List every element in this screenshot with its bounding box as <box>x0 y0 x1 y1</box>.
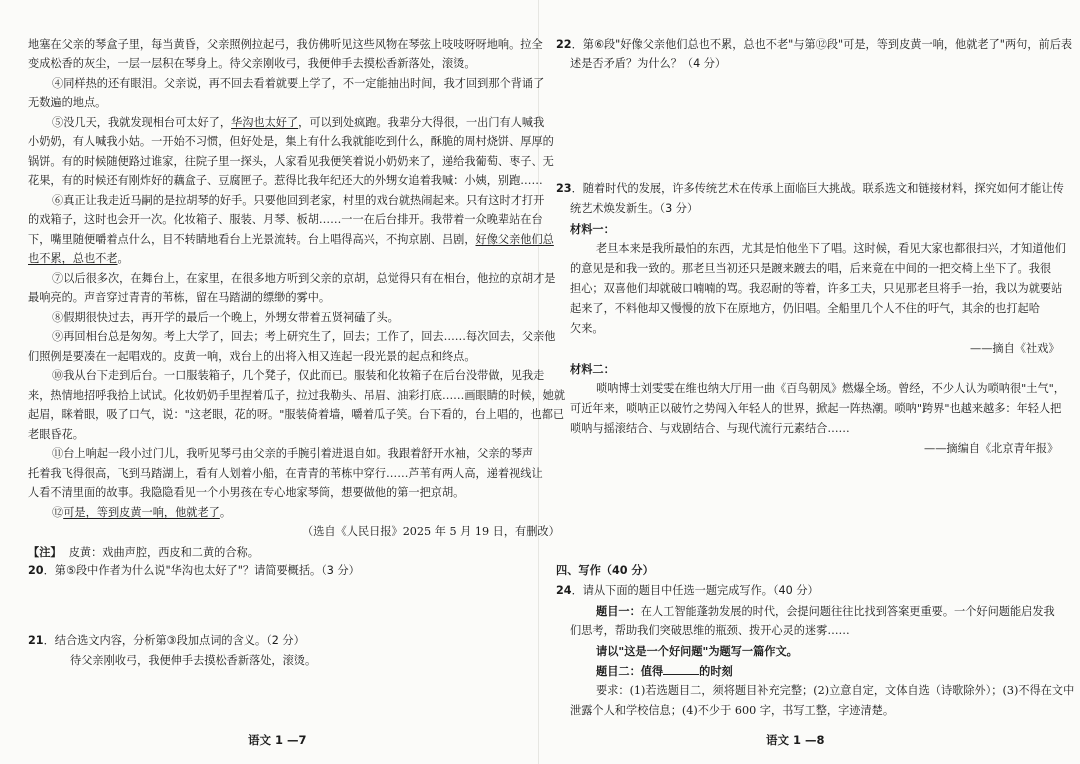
text-line: ⑥真正让我走近马嗣的是拉胡琴的好手。只要他回到老家，村里的戏台就热闹起来。只有这时才打开 <box>52 194 545 207</box>
question-24: 24．请从下面的题目中任选一题完成写作。（40 分） <box>556 584 819 597</box>
requirements-line: 要求：(1)若选题目二，须将题目补充完整；(2)立意自定，文体自选（诗歌除外）；(3)不得在文中 <box>596 684 1075 697</box>
text-line: ⑫可是，等到皮黄一响，他就老了。 <box>52 506 232 519</box>
source-citation: ——摘编自《北京青年报》 <box>924 442 1059 455</box>
text-line: 也不累，总也不老。 <box>28 252 129 265</box>
page-number: 语文 1 —8 <box>766 733 825 747</box>
underlined-phrase: 也不累，总也不老 <box>28 252 118 265</box>
text-line: 唢呐与摇滚结合、与戏剧结合、与现代流行元素结合…… <box>570 422 850 435</box>
text-line: 花果，有的时候还有刚炸好的藕盒子、豆腐匣子。惹得比我年纪还大的外甥女追着我喊：小姨，别跑…… <box>28 174 543 187</box>
text-line: 老眼昏花。 <box>28 428 84 441</box>
right-page <box>540 0 1080 764</box>
section-heading: 四、写作（40 分） <box>556 564 654 577</box>
text-line: ⑨再回相台总是匆匆。考上大学了，回去；考上研究生了，回去；工作了，回去……每次回去，父亲他 <box>52 330 556 343</box>
text-line: ⑤没几天，我就发现相台可太好了，华沟也太好了，可以到处疯跑。我辈分大得很，一出门有人喊我 <box>52 116 545 129</box>
text-line: 老旦本来是我所最怕的东西，尤其是怕他坐下了唱。这时候，看见大家也都很扫兴，才知道他们 <box>596 242 1066 255</box>
text-line: 们照例是要凑在一起唱戏的。皮黄一响，戏台上的出将入相又连起一段光景的起点和终点。 <box>28 350 476 363</box>
text-line: 地塞在父亲的琴盒子里，每当黄昏，父亲照例拉起弓，我仿佛听见这些风物在琴弦上吱吱呀呀地响。拉全 <box>28 38 543 51</box>
underlined-phrase: 好像父亲他们总 <box>475 233 554 246</box>
text-line: 变成松香的灰尘，一层一层积在琴身上。待父亲刚收弓，我便伸手去摸松香新落处，滚烫。 <box>28 57 476 70</box>
text-line: 欠来。 <box>570 322 604 335</box>
question-20: 20．第⑤段中作者为什么说"华沟也太好了"？请简要概括。（3 分） <box>28 564 360 577</box>
material-label: 材料一： <box>570 222 615 236</box>
text-line: 们思考，帮助我们突破思维的瓶颈、拨开心灵的迷雾…… <box>570 624 850 637</box>
underlined-phrase: 华沟也太好了 <box>231 116 299 129</box>
text-line: 唢呐博士刘雯雯在维也纳大厅用一曲《百鸟朝凤》燃爆全场。曾经，不少人认为唢呐很"土气"， <box>596 382 1065 395</box>
text-line: 小奶奶，有人喊我小姑。一开始不习惯，但好处是，集上有什么我就能吃到什么，酥脆的周村烧饼、厚厚的 <box>28 135 554 148</box>
requirements-line: 泄露个人和学校信息；(4)不少于 600 字，书写工整，字迹清楚。 <box>570 704 895 717</box>
text-line: 托着我飞得很高，飞到马踏湖上，看有人划着小船，在青青的苇栋中穿行……芦苇有两人高，递着视线让 <box>28 467 543 480</box>
text-line: 起来了，不料他却又慢慢的放下在原地方，仍旧唱。全船里几个人不住的吁气，其余的也打起哈 <box>570 302 1040 315</box>
quoted-sentence: 待父亲刚收弓，我便伸手去摸松香新落处，滚烫。 <box>70 654 317 667</box>
underlined-phrase: 可是，等到皮黄一响，他就老了 <box>63 506 220 519</box>
text-line: ⑦以后很多次，在舞台上，在家里，在很多地方听到父亲的京胡，总觉得只有在相台，他拉的京胡才是 <box>52 272 556 285</box>
fill-in-blank <box>663 664 699 675</box>
text-line: 锅饼。有的时候随便路过谁家，往院子里一探头，人家看见我便笑着说小奶奶来了，递给我葡萄、枣子、无 <box>28 155 554 168</box>
text-line: 担心；双喜他们却就破口喃喃的骂。我忍耐的等着，许多工夫，只见那老旦将手一抬，我以为就要站 <box>570 282 1063 295</box>
question-22: 22．第⑥段"好像父亲他们总也不累，总也不老"与第⑫段"可是，等到皮黄一响，他就老了"两句，前后表 <box>556 38 1073 51</box>
text-line: 来，热情地招呼我拾上试试。化妆奶奶手里捏着瓜子，拉过我勒头、吊眉、油彩打底……画眼睛的时候，她就 <box>28 389 566 402</box>
text-line: 述是否矛盾？为什么？（4 分） <box>570 57 727 70</box>
text-line: 统艺术焕发新生。（3 分） <box>570 202 699 215</box>
text-line: 可近年来，唢呐正以破竹之势闯入年轻人的世界，掀起一阵热潮。唢呐"跨界"也越来越多：年轻人把 <box>570 402 1062 415</box>
text-line: 起眉，眯着眼，吸了口气，说："这老眼，花的呀。"服装倚着墙，嚼着瓜子笑。台下看的，台上唱的，也都已 <box>28 408 565 421</box>
text-line: 最响亮的。声音穿过青青的苇栋，留在马踏湖的缥缈的雾中。 <box>28 291 331 304</box>
topic-two: 题目二：值得 的时刻 <box>596 664 733 678</box>
text-line: 的戏箱子，这时也会开一次。化妆箱子、服装、月琴、板胡……一一在后台排开。我带着一众晚辈站在台 <box>28 213 543 226</box>
text-line: 下，嘴里随便嚼着点什么，目不转睛地看台上光景流转。台上唱得高兴，不拘京剧、吕剧，好像父亲他们总 <box>28 233 554 246</box>
source-citation: （选自《人民日报》2025 年 5 月 19 日，有删改） <box>302 525 560 538</box>
text-line: ⑩我从台下走到后台。一口服装箱子，几个凳子，仅此而已。服装和化妆箱子在后台没带做，见我走 <box>52 369 545 382</box>
text-line: 无数遍的地点。 <box>28 96 107 109</box>
material-label: 材料二： <box>570 362 615 376</box>
note-line: 【注】 皮黄：戏曲声腔，西皮和二黄的合称。 <box>28 545 259 559</box>
text-line: ⑪台上响起一段小过门儿，我听见琴弓由父亲的手腕引着进退自如。我跟着舒开水袖，父亲的琴声 <box>52 447 534 460</box>
note-label: 【注】 <box>28 545 62 559</box>
topic-one: 题目一：在人工智能蓬勃发展的时代，会提问题往往比找到答案更重要。一个好问题能启发我 <box>596 604 1055 618</box>
text-line: ⑧假期很快过去，再开学的最后一个晚上，外甥女带着五贤祠磕了头。 <box>52 311 399 324</box>
page-number: 语文 1 —7 <box>248 733 307 747</box>
source-citation: ——摘自《社戏》 <box>970 342 1060 355</box>
question-23: 23．随着时代的发展，许多传统艺术在传承上面临巨大挑战。联系选文和链接材料，探究如何才能让传 <box>556 182 1064 195</box>
text-line: 请以"这是一个好问题"为题写一篇作文。 <box>596 644 798 658</box>
text-line: 人看不清里面的故事。我隐隐看见一个小男孩在专心地家琴筒，想要做他的第一把京胡。 <box>28 486 465 499</box>
text-line: ④同样热的还有眼泪。父亲说，再不回去看着就要上学了，不一定能抽出时间，我才回到那个背诵了 <box>52 77 545 90</box>
text-line: 的意见是和我一致的。那老旦当初还只是踱来踱去的唱，后来竟在中间的一把交椅上坐下了。我很 <box>570 262 1052 275</box>
question-21: 21．结合选文内容，分析第③段加点词的含义。（2 分） <box>28 634 305 647</box>
